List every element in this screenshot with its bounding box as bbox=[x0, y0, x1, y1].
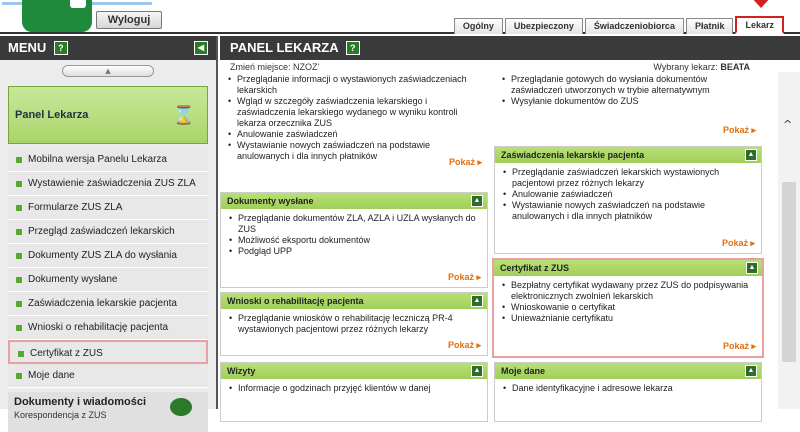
main-help-icon[interactable]: ? bbox=[346, 41, 360, 55]
sidebar-item-certyfikat[interactable] bbox=[8, 340, 208, 364]
card-certyfikat bbox=[492, 258, 764, 358]
chat-bubble-icon bbox=[170, 398, 192, 416]
sidebar-docs-section[interactable] bbox=[8, 392, 208, 432]
list-item: • Bezpłatny certyfikat wydawany przez ZUS do podpisywania elektronicznych zwolnień lekarskich bbox=[502, 280, 756, 302]
list-item: • Informacje o godzinach przyjęć klientów w danej bbox=[229, 383, 481, 394]
card-title: Wnioski o rehabilitację pacjenta bbox=[227, 296, 364, 306]
card-title: Moje dane bbox=[501, 366, 546, 376]
sidebar-item-label: Dokumenty ZUS ZLA do wysłania bbox=[28, 250, 177, 261]
show-link[interactable]: Pokaż ▸ bbox=[448, 157, 482, 167]
list-item: • Przeglądanie informacji o wystawionych zaświadczeniach lekarskich bbox=[228, 74, 482, 96]
main-panel bbox=[220, 36, 800, 409]
info-bar bbox=[220, 60, 780, 74]
list-item: • Anulowanie zaświadczeń bbox=[228, 129, 482, 140]
card-zaswiadczenia bbox=[494, 146, 762, 254]
card-wizyty bbox=[220, 362, 488, 422]
card-title: Certyfikat z ZUS bbox=[500, 263, 570, 273]
sidebar-item-moje-dane[interactable] bbox=[8, 364, 208, 388]
list-item: • Wnioskowanie o certyfikat bbox=[502, 302, 756, 313]
list-item: • Podgląd UPP bbox=[229, 246, 481, 257]
card-list bbox=[221, 309, 487, 335]
card-wnioski bbox=[220, 292, 488, 356]
list-item: • Przeglądanie zaświadczeń lekarskich wystawionych pacjentowi przez różnych lekarzy bbox=[503, 167, 755, 189]
sidebar-item-zaswiadczenia[interactable] bbox=[8, 292, 208, 316]
scroll-thumb[interactable] bbox=[782, 182, 796, 362]
menu-title: MENU bbox=[8, 40, 47, 55]
tab-lekarz[interactable]: Lekarz bbox=[735, 16, 784, 34]
sidebar-item-wystawienie[interactable] bbox=[8, 172, 208, 196]
bullet-icon bbox=[18, 351, 24, 357]
card-header bbox=[221, 363, 487, 379]
list-item: • Wystawianie nowych zaświadczeń na podstawie anulowanych i dla innych płatników bbox=[503, 200, 755, 222]
pointer-arrow-icon bbox=[750, 0, 772, 8]
card-list bbox=[495, 379, 761, 394]
card-header bbox=[495, 363, 761, 379]
sidebar-item-label: Wystawienie zaświadczenia ZUS ZLA bbox=[28, 178, 196, 189]
card-list bbox=[221, 209, 487, 257]
tab-platnik[interactable]: Płatnik bbox=[686, 18, 734, 34]
bullet-icon bbox=[16, 205, 22, 211]
logo-mark-icon bbox=[70, 0, 86, 8]
card-collapse-icon[interactable]: ▲ bbox=[471, 295, 483, 307]
top-bar bbox=[0, 0, 800, 34]
card-header bbox=[494, 260, 762, 276]
bullet-icon bbox=[16, 301, 22, 307]
bullet-icon bbox=[16, 325, 22, 331]
card-moje-dane bbox=[494, 362, 762, 422]
page-title: PANEL LEKARZA bbox=[230, 40, 339, 55]
bullet-icon bbox=[16, 181, 22, 187]
sidebar-item-mobilna[interactable] bbox=[8, 148, 208, 172]
sidebar-item-label: Przegląd zaświadczeń lekarskich bbox=[28, 226, 175, 237]
show-link[interactable]: Pokaż ▸ bbox=[721, 238, 755, 248]
show-link[interactable]: Pokaż ▸ bbox=[447, 272, 481, 282]
list-item: • Przeglądanie dokumentów ZLA, AZLA i UZLA wysłanych do ZUS bbox=[229, 213, 481, 235]
selected-doctor bbox=[653, 62, 750, 72]
card-header bbox=[221, 293, 487, 309]
card-do-wyslania-partial bbox=[494, 74, 762, 140]
list-item: • Wysyłanie dokumentów do ZUS bbox=[502, 96, 756, 107]
card-list bbox=[495, 163, 761, 222]
sidebar-item-label: Certyfikat z ZUS bbox=[30, 348, 103, 359]
card-przeglad-partial bbox=[220, 74, 488, 172]
scroll-up-icon[interactable]: ^ bbox=[783, 118, 793, 131]
bullet-icon bbox=[16, 373, 22, 379]
sidebar-panel-lekarza[interactable] bbox=[8, 86, 208, 144]
sidebar-item-dokumenty-wyslane[interactable] bbox=[8, 268, 208, 292]
card-header bbox=[221, 193, 487, 209]
card-header bbox=[495, 147, 761, 163]
change-place-link[interactable]: Zmień miejsce: NZOZ' bbox=[230, 62, 320, 72]
list-item: • Dane identyfikacyjne i adresowe lekarza bbox=[503, 383, 755, 394]
tab-ubezpieczony[interactable]: Ubezpieczony bbox=[505, 18, 583, 34]
list-item: • Unieważnianie certyfikatu bbox=[502, 313, 756, 324]
menu-header bbox=[0, 36, 216, 60]
card-list bbox=[494, 74, 762, 107]
sidebar-item-label: Mobilna wersja Panelu Lekarza bbox=[28, 154, 167, 165]
card-list bbox=[220, 74, 488, 162]
sidebar-item-przeglad[interactable] bbox=[8, 220, 208, 244]
bullet-icon bbox=[16, 253, 22, 259]
list-item: • Możliwość eksportu dokumentów bbox=[229, 235, 481, 246]
sidebar-item-dokumenty-do-wyslania[interactable] bbox=[8, 244, 208, 268]
sidebar bbox=[0, 36, 218, 420]
list-item: • Wgląd w szczegóły zaświadczenia lekarskiego i zaświadczenia lekarskiego wydanego w wyniku kontroli lekarza orzecznika ZUS bbox=[228, 96, 482, 129]
tab-swiadczeniobiorca[interactable]: Świadczeniobiorca bbox=[585, 18, 684, 34]
tab-ogolny[interactable]: Ogólny bbox=[454, 18, 503, 34]
main-scrollbar[interactable] bbox=[778, 72, 800, 409]
sidebar-item-label: Dokumenty wysłane bbox=[28, 274, 118, 285]
bullet-icon bbox=[16, 229, 22, 235]
logout-button[interactable]: Wyloguj bbox=[96, 11, 162, 29]
card-collapse-icon[interactable]: ▲ bbox=[745, 149, 757, 161]
sidebar-item-wnioski[interactable] bbox=[8, 316, 208, 340]
card-collapse-icon[interactable]: ▲ bbox=[746, 262, 758, 274]
hourglass-icon: ⌛ bbox=[172, 105, 195, 125]
menu-collapse-icon[interactable]: ◀ bbox=[194, 41, 208, 55]
sidebar-item-label: Moje dane bbox=[28, 370, 75, 381]
list-item: • Wystawianie nowych zaświadczeń na podstawie anulowanych i dla innych płatników bbox=[228, 140, 482, 162]
role-tabs bbox=[454, 18, 784, 34]
sidebar-item-label: Zaświadczenia lekarskie pacjenta bbox=[28, 298, 177, 309]
bullet-icon bbox=[16, 277, 22, 283]
sidebar-docs-subtitle: Korespondencja z ZUS bbox=[14, 410, 107, 420]
card-collapse-icon[interactable]: ▲ bbox=[471, 365, 483, 377]
selected-doctor-label: Wybrany lekarz: bbox=[653, 62, 718, 72]
card-list bbox=[494, 276, 762, 324]
sidebar-item-formularze[interactable] bbox=[8, 196, 208, 220]
zus-logo bbox=[22, 0, 92, 32]
card-collapse-icon[interactable]: ▲ bbox=[471, 195, 483, 207]
list-item: • Przeglądanie gotowych do wysłania dokumentów zaświadczeń utworzonych w trybie alternatywnym bbox=[502, 74, 756, 96]
card-title: Wizyty bbox=[227, 366, 256, 376]
show-link[interactable]: Pokaż ▸ bbox=[722, 125, 756, 135]
bullet-icon bbox=[16, 157, 22, 163]
card-dokumenty-wyslane bbox=[220, 192, 488, 288]
sidebar-item-label: Formularze ZUS ZLA bbox=[28, 202, 123, 213]
main-header bbox=[220, 36, 800, 60]
sidebar-panel-title: Panel Lekarza bbox=[15, 109, 89, 121]
menu-help-icon[interactable]: ? bbox=[54, 41, 68, 55]
menu-expand-pill[interactable]: ▲ bbox=[62, 65, 154, 77]
card-title: Dokumenty wysłane bbox=[227, 196, 314, 206]
list-item: • Anulowanie zaświadczeń bbox=[503, 189, 755, 200]
show-link[interactable]: Pokaż ▸ bbox=[722, 341, 756, 351]
list-item: • Przeglądanie wniosków o rehabilitację leczniczą PR-4 wystawionych pacjentowi przez różnych lekarzy bbox=[229, 313, 481, 335]
sidebar-docs-title: Dokumenty i wiadomości bbox=[14, 396, 147, 408]
card-collapse-icon[interactable]: ▲ bbox=[745, 365, 757, 377]
card-title: Zaświadczenia lekarskie pacjenta bbox=[501, 150, 645, 160]
card-list bbox=[221, 379, 487, 394]
sidebar-item-label: Wnioski o rehabilitację pacjenta bbox=[28, 322, 169, 333]
show-link[interactable]: Pokaż ▸ bbox=[447, 340, 481, 350]
menu-toggle-area bbox=[0, 60, 216, 82]
selected-doctor-name: BEATA bbox=[720, 62, 750, 72]
